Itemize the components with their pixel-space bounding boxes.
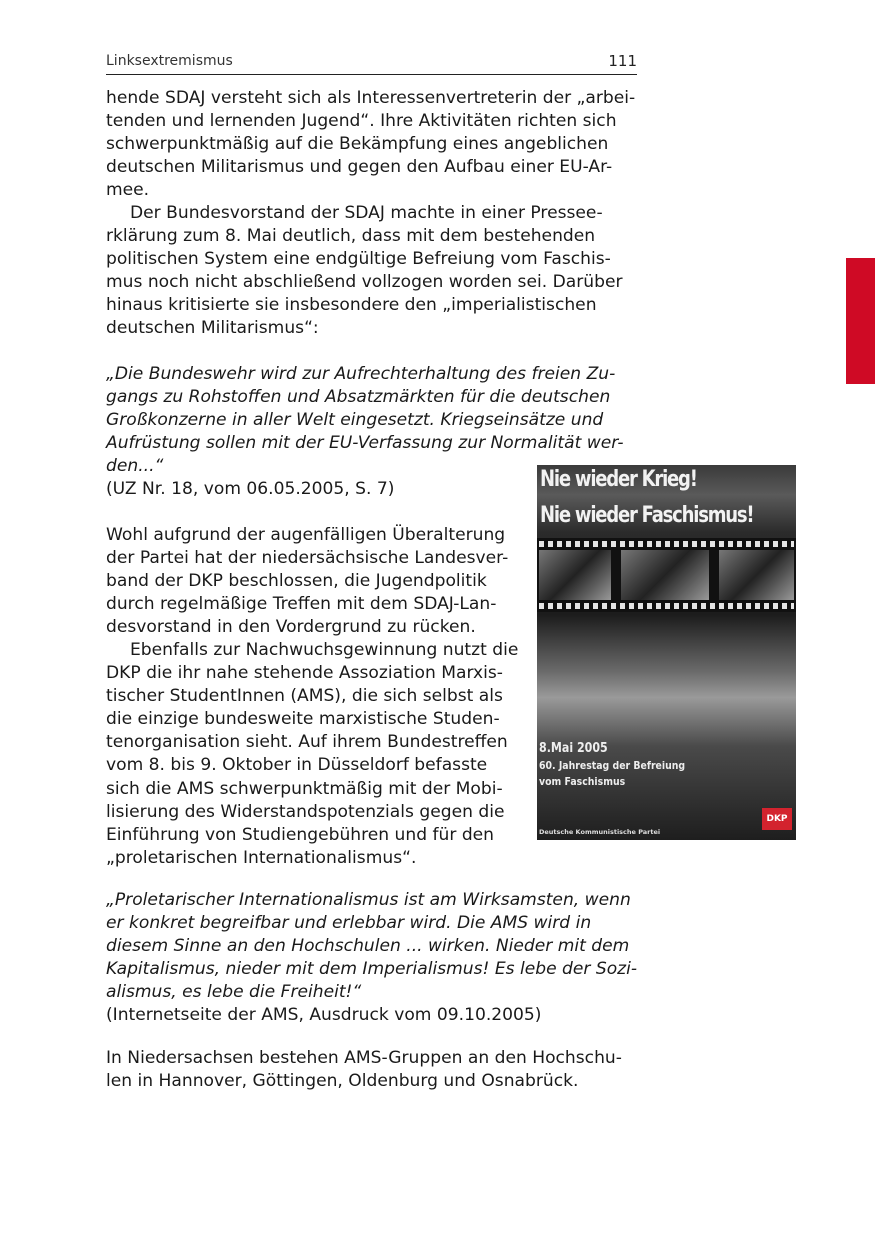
paragraph-ams-groups: [106, 1047, 622, 1093]
paragraph-sdaj-intro: [106, 87, 635, 202]
text-line: tischer StudentInnen (AMS), die sich selbst als: [106, 686, 503, 707]
quote-ams: [106, 889, 637, 1028]
text-line: rklärung zum 8. Mai deutlich, dass mit dem bestehenden: [106, 226, 596, 247]
quote-source: (Internetseite der AMS, Ausdruck vom 09.10.2005): [106, 1005, 542, 1026]
text-line: desvorstand in den Vordergrund zu rücken.: [106, 617, 476, 638]
paragraph-dkp-youth: [106, 524, 508, 639]
quote-line: „Proletarischer Internationalismus ist am Wirksamsten, wenn: [106, 890, 631, 910]
quote-line: „Die Bundeswehr wird zur Aufrechterhaltung des freien Zu-: [106, 364, 616, 384]
quote-source: (UZ Nr. 18, vom 06.05.2005, S. 7): [106, 479, 395, 500]
text-line: tenorganisation sieht. Auf ihrem Bundestreffen: [106, 732, 508, 753]
text-line: die einzige bundesweite marxistische Studen-: [106, 709, 500, 730]
text-line: sich die AMS schwerpunktmäßig mit der Mobi-: [106, 778, 503, 799]
quote-line: alismus, es lebe die Freiheit!“: [106, 982, 362, 1003]
text-line: tenden und lernenden Jugend“. Ihre Aktivitäten richten sich: [106, 111, 617, 132]
text-line: Ebenfalls zur Nachwuchsgewinnung nutzt die: [130, 640, 519, 660]
text-line: hinaus kritisierte sie insbesondere den „imperialistischen: [106, 295, 597, 316]
poster-date: 8.Mai 2005: [539, 741, 608, 756]
filmstrip-graphic: [537, 538, 796, 612]
quote-line: Kapitalismus, nieder mit dem Imperialismus! Es lebe der Sozi-: [106, 959, 638, 980]
text-line: len in Hannover, Göttingen, Oldenburg und Osnabrück.: [106, 1071, 579, 1092]
paragraph-press-release: [106, 202, 623, 341]
quote-line: den...“: [106, 456, 164, 477]
text-line: mus noch nicht abschließend vollzogen worden sei. Darüber: [106, 272, 623, 293]
dkp-poster-image: [537, 465, 796, 840]
text-line: band der DKP beschlossen, die Jugendpolitik: [106, 571, 487, 592]
quote-line: gangs zu Rohstoffen und Absatzmärkten für die deutschen: [106, 387, 611, 408]
poster-subtitle-2: vom Faschismus: [539, 775, 626, 788]
text-line: der Partei hat der niedersächsische Landesver-: [106, 548, 509, 569]
text-line: schwerpunktmäßig auf die Bekämpfung eines angeblichen: [106, 134, 609, 155]
text-line: Wohl aufgrund der augenfälligen Überalterung: [106, 525, 506, 545]
text-line: deutschen Militarismus und gegen den Aufbau einer EU-Ar-: [106, 157, 613, 178]
quote-line: diesem Sinne an den Hochschulen ... wirken. Nieder mit dem: [106, 936, 630, 957]
page-number: 111: [608, 52, 637, 70]
poster-headline-2: Nie wieder Faschismus!: [540, 503, 754, 528]
text-line: hende SDAJ versteht sich als Interessenvertreterin der „arbei-: [106, 88, 636, 108]
text-line: durch regelmäßige Treffen mit dem SDAJ-Lan-: [106, 594, 497, 615]
text-line: lisierung des Widerstandspotenzials gegen die: [106, 801, 505, 822]
text-line: mee.: [106, 180, 150, 201]
text-line: Einführung von Studiengebühren und für den: [106, 824, 495, 845]
running-title: Linksextremismus: [106, 53, 233, 69]
quote-line: Aufrüstung sollen mit der EU-Verfassung zur Normalität wer-: [106, 433, 624, 454]
text-line: deutschen Militarismus“:: [106, 318, 319, 339]
dkp-logo: DKP: [762, 808, 792, 830]
paragraph-ams: [106, 639, 518, 870]
text-line: „proletarischen Internationalismus“.: [106, 847, 417, 868]
text-line: vom 8. bis 9. Oktober in Düsseldorf befasste: [106, 755, 488, 776]
quote-line: er konkret begreifbar und erlebbar wird. Die AMS wird in: [106, 913, 592, 934]
poster-headline-1: Nie wieder Krieg!: [540, 467, 697, 492]
text-line: politischen System eine endgültige Befreiung vom Faschis-: [106, 249, 611, 270]
text-line: In Niedersachsen bestehen AMS-Gruppen an den Hochschu-: [106, 1048, 622, 1068]
chapter-tab-marker: [846, 258, 875, 384]
text-line: DKP die ihr nahe stehende Assoziation Marxis-: [106, 663, 503, 684]
poster-subtitle-1: 60. Jahrestag der Befreiung: [539, 759, 686, 772]
page-header: [106, 52, 637, 75]
quote-line: Großkonzerne in aller Welt eingesetzt. Kriegseinsätze und: [106, 410, 604, 431]
poster-footer: Deutsche Kommunistische Partei: [539, 828, 661, 836]
text-line: Der Bundesvorstand der SDAJ machte in einer Pressee-: [130, 203, 603, 223]
